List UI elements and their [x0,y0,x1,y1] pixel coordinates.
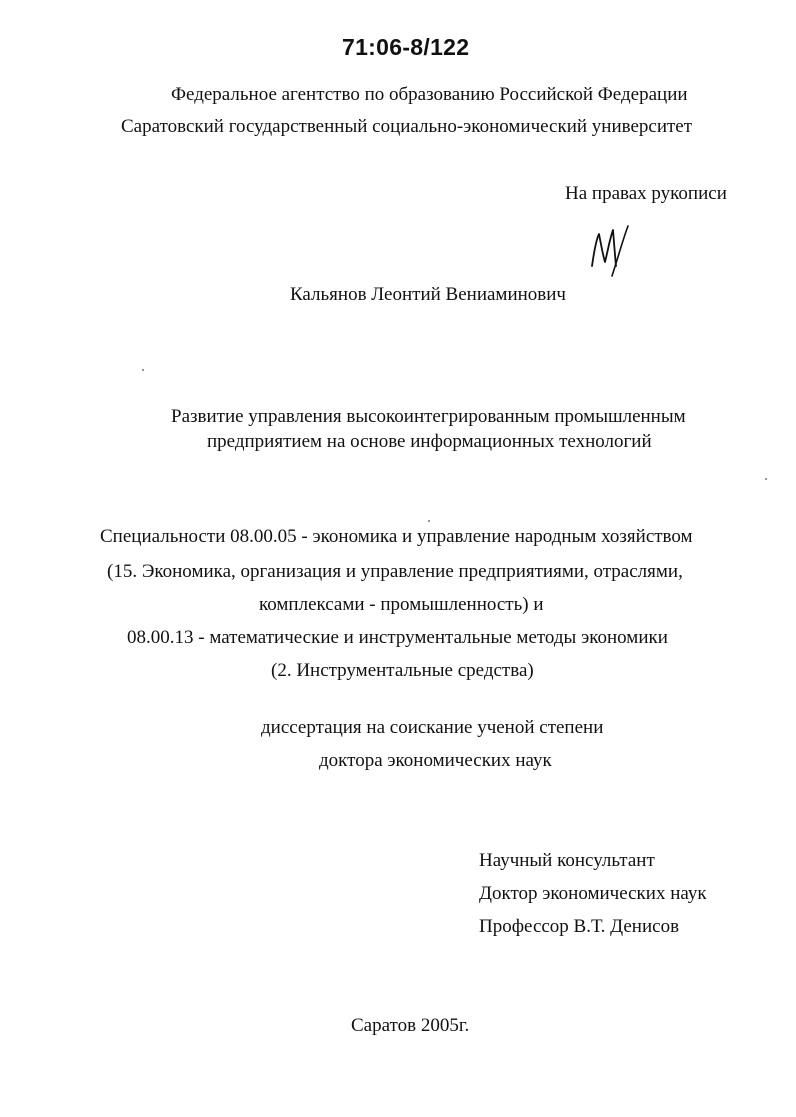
dissertation-title-line-2: предприятием на основе информационных технологий [207,431,652,452]
agency-name: Федеральное агентство по образованию Российской Федерации [171,84,688,105]
manuscript-note: На правах рукописи [565,183,727,204]
catalog-number: 71:06-8/122 [342,34,470,60]
dissertation-title-line-1: Развитие управления высокоинтегрированным промышленным [171,406,686,427]
dissertation-degree-line-1: диссертация на соискание ученой степени [261,717,604,738]
author-name: Кальянов Леонтий Вениаминович [290,284,566,305]
specialty-line-2: (15. Экономика, организация и управление предприятиями, отраслями, [107,561,683,582]
place-and-year: Саратов 2005г. [351,1015,470,1036]
consultant-degree: Доктор экономических наук [479,883,707,904]
dissertation-degree-line-2: доктора экономических наук [319,750,552,771]
consultant-name: Профессор В.Т. Денисов [479,916,680,937]
signature-mark [588,222,636,278]
consultant-role: Научный консультант [479,850,655,871]
university-name: Саратовский государственный социально-экономический университет [121,116,693,137]
scan-speck [142,369,144,371]
scan-speck [428,520,430,522]
specialty-line-3: комплексами - промышленность) и [259,594,544,615]
scan-speck [765,478,767,480]
specialty-line-5: (2. Инструментальные средства) [271,660,534,681]
specialty-line-1: Специальности 08.00.05 - экономика и управление народным хозяйством [100,526,693,547]
specialty-line-4: 08.00.13 - математические и инструментальные методы экономики [127,627,668,648]
